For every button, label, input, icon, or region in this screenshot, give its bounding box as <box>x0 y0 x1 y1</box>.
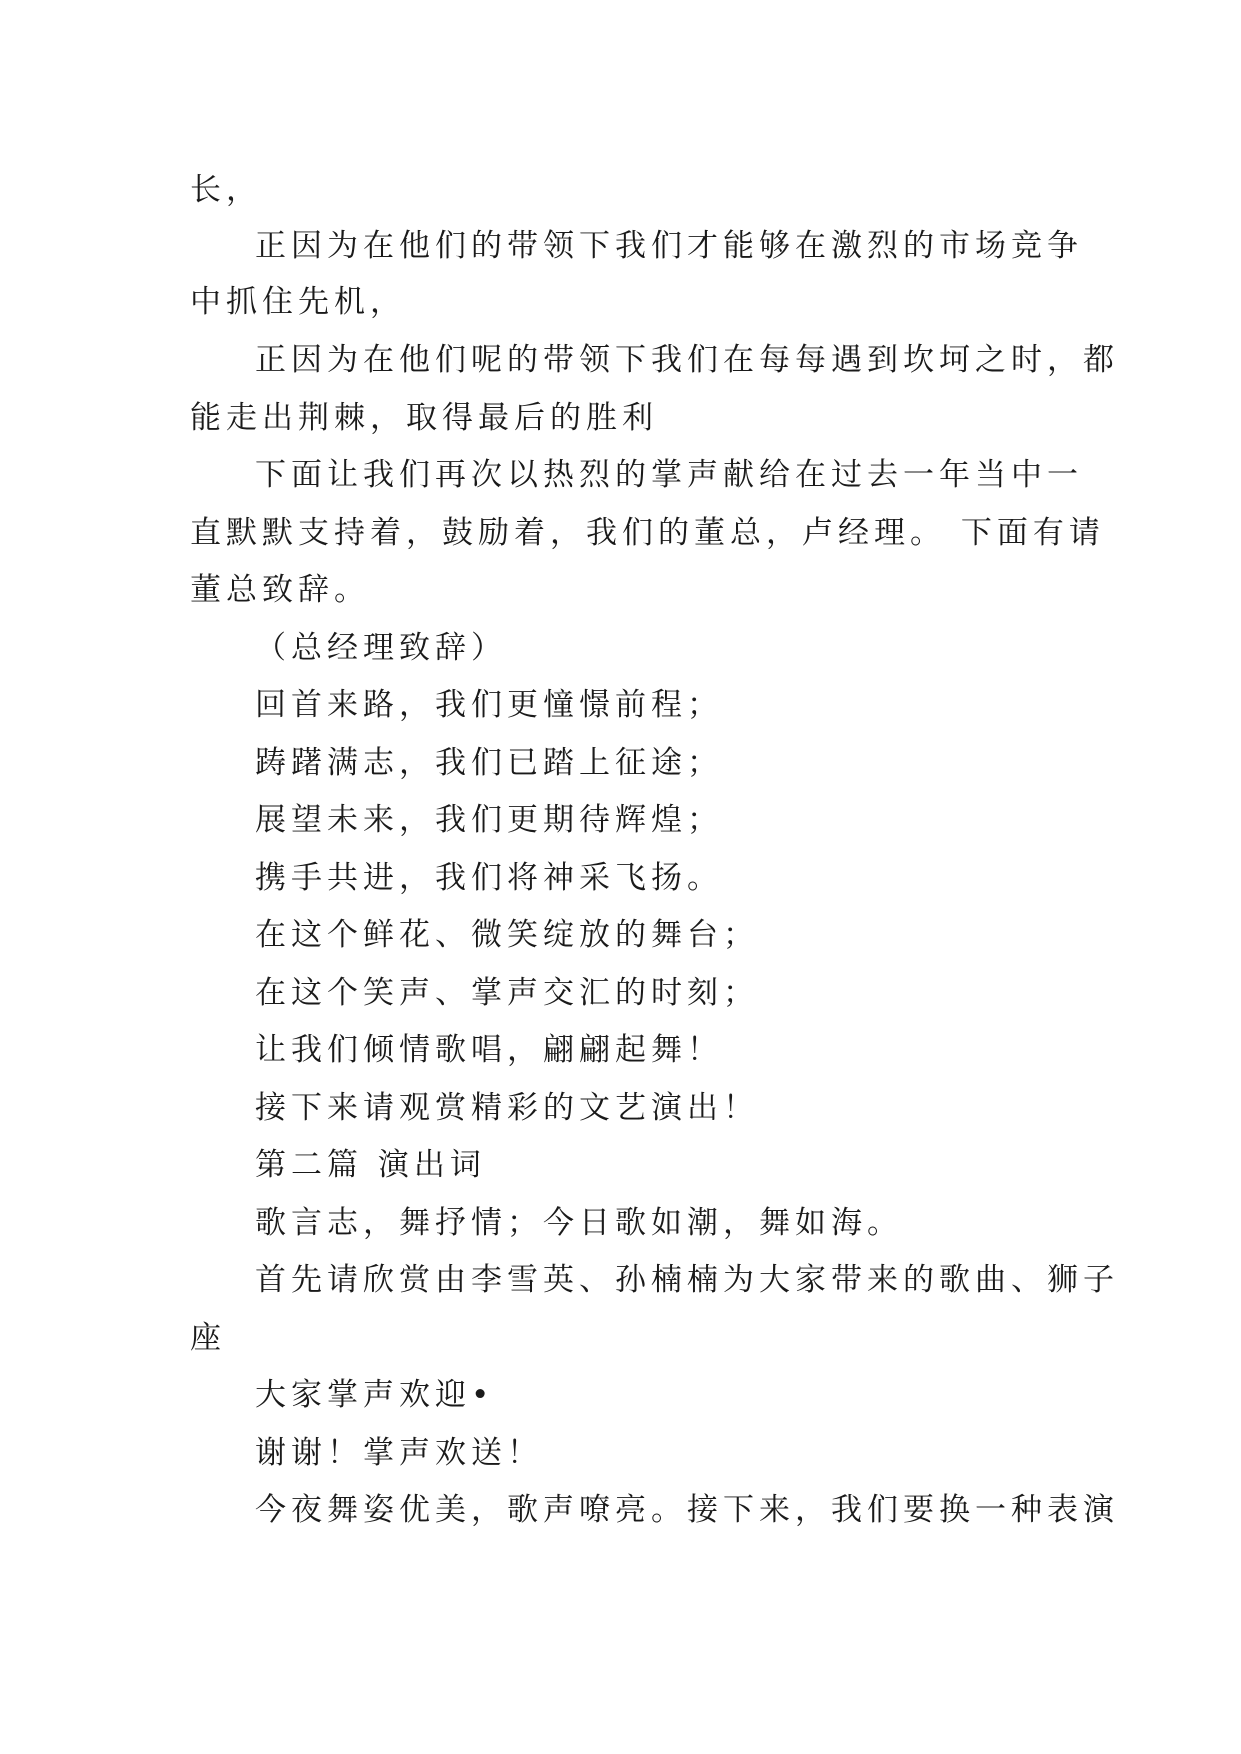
section-heading: 第二篇 演出词 <box>255 1147 486 1183</box>
paragraph-line: 接下来请观赏精彩的文艺演出！ <box>255 1090 759 1126</box>
paragraph-line: 展望未来，我们更期待辉煌； <box>255 802 723 838</box>
paragraph-line: 回首来路，我们更憧憬前程； <box>255 687 723 723</box>
paragraph-line: 正因为在他们的带领下我们才能够在激烈的市场竞争 <box>255 228 1083 264</box>
paragraph-line: 正因为在他们呢的带领下我们在每每遇到坎坷之时，都 <box>255 342 1119 378</box>
paragraph-line: 谢谢！掌声欢送！ <box>255 1435 543 1471</box>
paragraph-line: 下面让我们再次以热烈的掌声献给在过去一年当中一 <box>255 457 1083 493</box>
paragraph-line: 踌躇满志，我们已踏上征途； <box>255 745 723 781</box>
paragraph-line: 今夜舞姿优美，歌声嘹亮。接下来，我们要换一种表演 <box>255 1492 1119 1528</box>
paragraph-line: 直默默支持着，鼓励着，我们的董总，卢经理。 下面有请 <box>190 515 1105 551</box>
paragraph-line: 能走出荆棘，取得最后的胜利 <box>190 400 658 436</box>
paragraph-line: 在这个鲜花、微笑绽放的舞台； <box>255 917 759 953</box>
paragraph-line: 董总致辞。 <box>190 572 370 608</box>
paragraph-line: 大家掌声欢迎• <box>255 1377 495 1413</box>
paragraph-line: 歌言志，舞抒情；今日歌如潮，舞如海。 <box>255 1205 903 1241</box>
paragraph-line: 长， <box>190 172 262 208</box>
paragraph-line: 让我们倾情歌唱，翩翩起舞！ <box>255 1032 723 1068</box>
paragraph-line: 携手共进，我们将神采飞扬。 <box>255 860 723 896</box>
paragraph-line: 首先请欣赏由李雪英、孙楠楠为大家带来的歌曲、狮子 <box>255 1262 1119 1298</box>
paragraph-line: 中抓住先机， <box>190 284 406 320</box>
paragraph-line: 在这个笑声、掌声交汇的时刻； <box>255 975 759 1011</box>
paragraph-line: （总经理致辞） <box>255 630 507 666</box>
paragraph-line: 座 <box>190 1320 226 1356</box>
